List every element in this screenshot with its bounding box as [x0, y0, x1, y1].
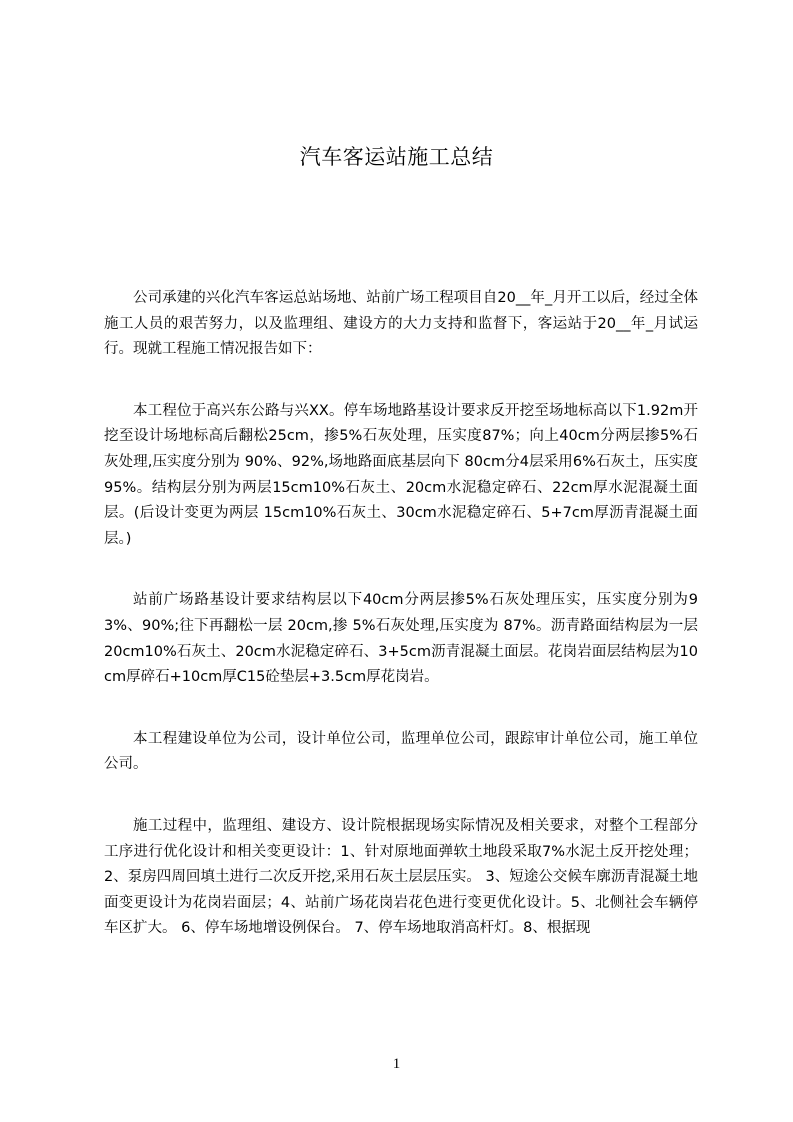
- paragraph-participating-units: 本工程建设单位为公司，设计单位公司，监理单位公司，跟踪审计单位公司，施工单位公司。: [104, 730, 698, 773]
- paragraph-parking-lot-design: 本工程位于高兴东公路与兴XX。停车场地路基设计要求反开挖至场地标高以下1.92m开挖至设计场地标高后翻松25cm，掺5%石灰处理，压实度87%；向上40cm分两层掺5%石灰处理,压实度分别为 90%、92%,场地路面底基层向下 80cm分4层采用6%石灰土，压实度95%。结构层分别为两层15cm10%石灰土、20cm水泥稳定碎石、22cm厚水泥混凝土面层。(后设计变更为两层 15cm10%石灰土、30cm水泥稳定碎石、5+7cm厚沥青混凝土面层。): [104, 402, 698, 547]
- paragraph-intro: 公司承建的兴化汽车客运总站场地、站前广场工程项目自20__年_月开工以后，经过全体施工人员的艰苦努力，以及监理组、建设方的大力支持和监督下，客运站于20__年_月试运行。现就工程施工情况报告如下：: [104, 290, 698, 358]
- document-title: 汽车客运站施工总结: [299, 145, 494, 169]
- page-number: 1: [392, 1056, 401, 1072]
- paragraph-design-changes: 施工过程中，监理组、建设方、设计院根据现场实际情况及相关要求，对整个工程部分工序进行优化设计和相关变更设计：1、针对原地面弹软土地段采取7%水泥土反开挖处理；2、泵房四周回填土进行二次反开挖,采用石灰土层层压实。 3、短途公交候车廓沥青混凝土地面变更设计为花岗岩面层；4、站前广场花岗岩花色进行变更优化设计。5、北侧社会车辆停车区扩大。 6、停车场地增设例保台。 7、停车场地取消高杆灯。8、根据现: [104, 817, 698, 937]
- document-body: [104, 286, 698, 978]
- paragraph-plaza-design: 站前广场路基设计要求结构层以下40cm分两层掺5%石灰处理压实，压实度分别为93%、90%;往下再翻松一层 20cm,掺 5%石灰处理,压实度为 87%。沥青路面结构层为一层20cm10%石灰土、20cm水泥稳定碎石、3+5cm沥青混凝土面层。花岗岩面层结构层为10cm厚碎石+10cm厚C15砼垫层+3.5cm厚花岗岩。: [104, 592, 698, 686]
